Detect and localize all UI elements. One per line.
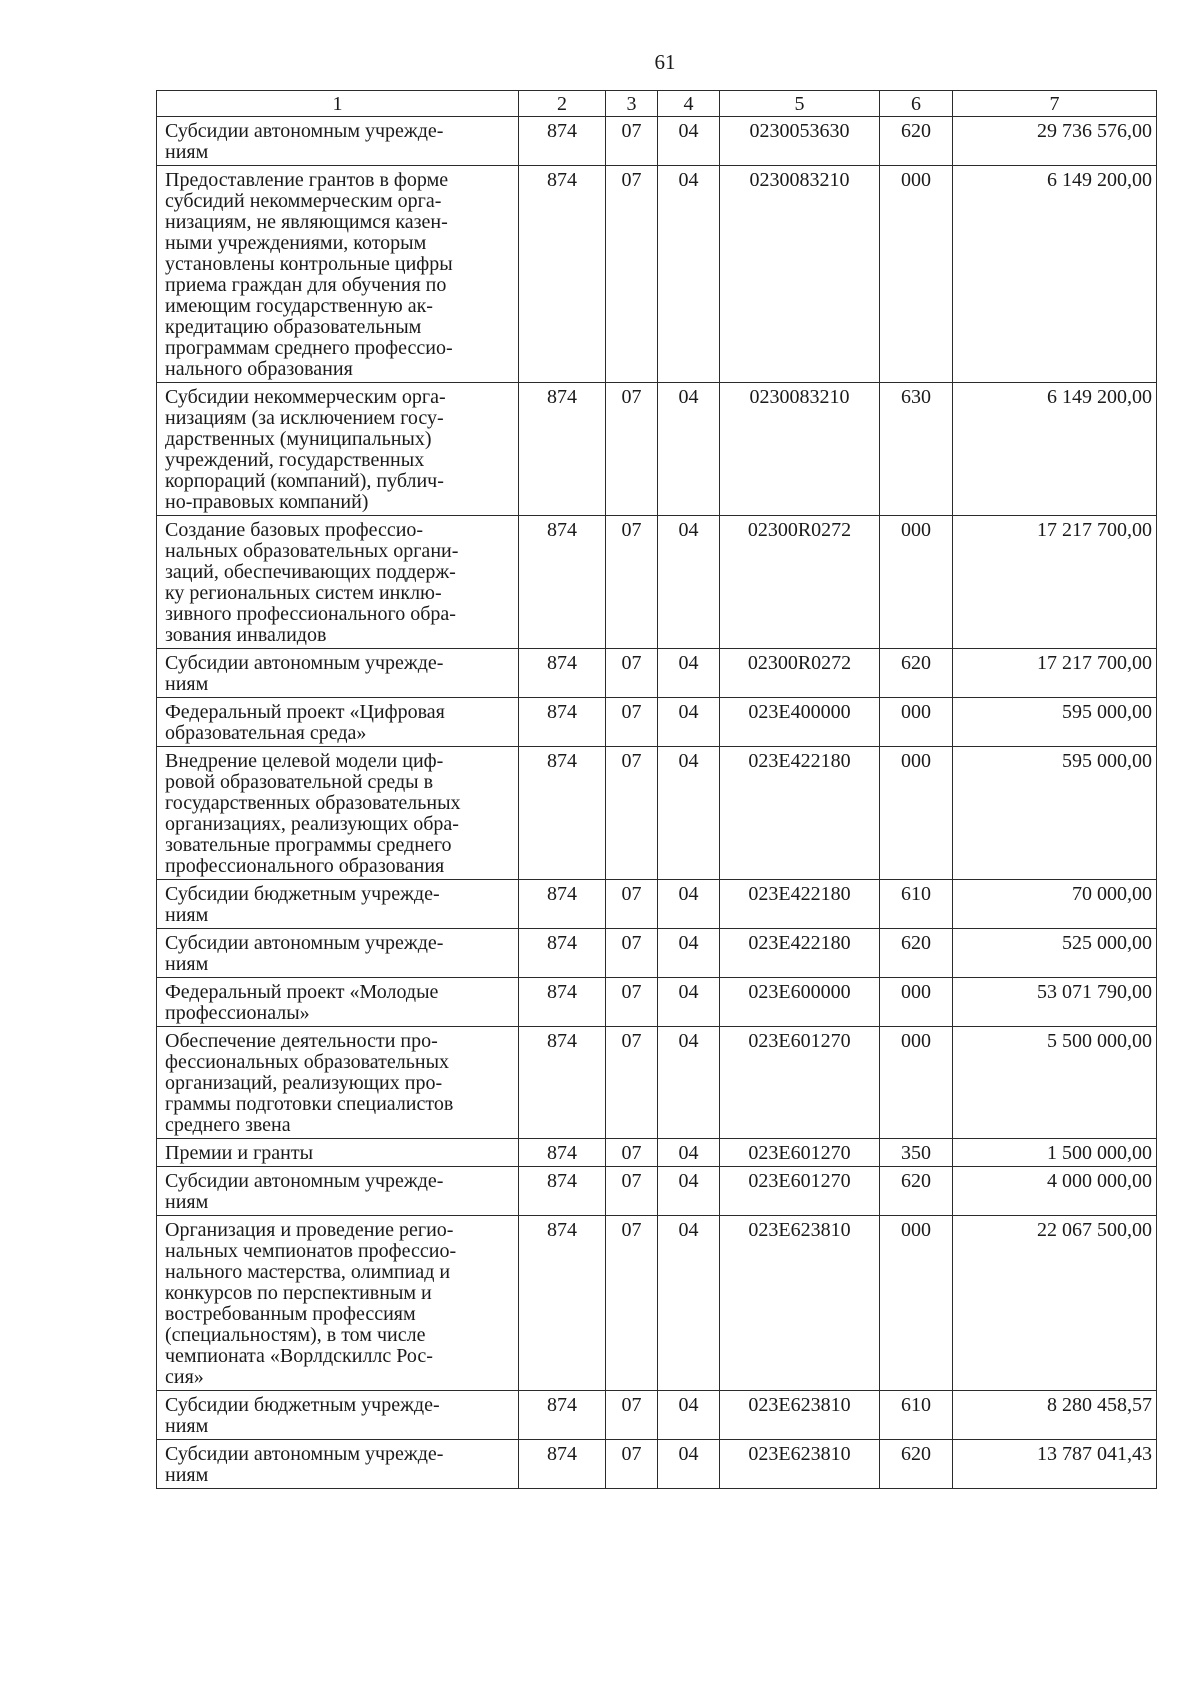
table-row [157, 1167, 1157, 1216]
budget-table [156, 90, 1157, 1489]
ministry-code-cell: 874 [519, 383, 606, 516]
item-name-cell: Субсидии автономным учрежде- ниям [157, 649, 519, 698]
ministry-code-cell: 874 [519, 880, 606, 929]
section-code-cell: 07 [606, 698, 658, 747]
expense-type-code-cell: 000 [880, 978, 953, 1027]
column-header: 6 [880, 91, 953, 117]
column-header: 2 [519, 91, 606, 117]
page-number: 61 [654, 50, 676, 74]
target-article-code-cell: 023Е623810 [720, 1216, 880, 1391]
section-code-cell: 07 [606, 166, 658, 383]
amount-cell: 29 736 576,00 [953, 117, 1157, 166]
subsection-code-cell: 04 [658, 880, 720, 929]
target-article-code-cell: 023Е400000 [720, 698, 880, 747]
ministry-code-cell: 874 [519, 117, 606, 166]
subsection-code-cell: 04 [658, 516, 720, 649]
section-code-cell: 07 [606, 978, 658, 1027]
target-article-code-cell: 0230083210 [720, 166, 880, 383]
section-code-cell: 07 [606, 117, 658, 166]
subsection-code-cell: 04 [658, 1216, 720, 1391]
table-row [157, 649, 1157, 698]
target-article-code-cell: 023Е600000 [720, 978, 880, 1027]
subsection-code-cell: 04 [658, 1391, 720, 1440]
table-row [157, 1216, 1157, 1391]
item-name-cell: Субсидии автономным учрежде- ниям [157, 1440, 519, 1489]
column-header: 5 [720, 91, 880, 117]
amount-cell: 6 149 200,00 [953, 383, 1157, 516]
column-header: 3 [606, 91, 658, 117]
amount-cell: 13 787 041,43 [953, 1440, 1157, 1489]
table-row [157, 978, 1157, 1027]
ministry-code-cell: 874 [519, 166, 606, 383]
section-code-cell: 07 [606, 1440, 658, 1489]
subsection-code-cell: 04 [658, 978, 720, 1027]
item-name-cell: Организация и проведение регио- нальных чемпионатов профессио- нального мастерства, олимпиад и конкурсов по перспективным и востребованным профессиям (специальностям), в том числе чемпионата «Ворлдскиллс Рос- сия» [157, 1216, 519, 1391]
table-row [157, 929, 1157, 978]
section-code-cell: 07 [606, 1139, 658, 1167]
amount-cell: 70 000,00 [953, 880, 1157, 929]
subsection-code-cell: 04 [658, 1440, 720, 1489]
expense-type-code-cell: 610 [880, 1391, 953, 1440]
expense-type-code-cell: 620 [880, 649, 953, 698]
target-article-code-cell: 023Е422180 [720, 747, 880, 880]
table-row [157, 117, 1157, 166]
expense-type-code-cell: 620 [880, 929, 953, 978]
target-article-code-cell: 023Е623810 [720, 1391, 880, 1440]
subsection-code-cell: 04 [658, 698, 720, 747]
amount-cell: 5 500 000,00 [953, 1027, 1157, 1139]
table-row [157, 747, 1157, 880]
expense-type-code-cell: 610 [880, 880, 953, 929]
subsection-code-cell: 04 [658, 166, 720, 383]
target-article-code-cell: 02300R0272 [720, 649, 880, 698]
subsection-code-cell: 04 [658, 649, 720, 698]
target-article-code-cell: 023Е601270 [720, 1167, 880, 1216]
section-code-cell: 07 [606, 747, 658, 880]
expense-type-code-cell: 000 [880, 1216, 953, 1391]
amount-cell: 17 217 700,00 [953, 649, 1157, 698]
ministry-code-cell: 874 [519, 1440, 606, 1489]
amount-cell: 17 217 700,00 [953, 516, 1157, 649]
item-name-cell: Субсидии некоммерческим орга- низациям (за исключением госу- дарственных (муниципальных) учреждений, государственных корпораций (компаний), публич- но-правовых компаний) [157, 383, 519, 516]
section-code-cell: 07 [606, 649, 658, 698]
item-name-cell: Премии и гранты [157, 1139, 519, 1167]
ministry-code-cell: 874 [519, 649, 606, 698]
section-code-cell: 07 [606, 1391, 658, 1440]
item-name-cell: Субсидии автономным учрежде- ниям [157, 1167, 519, 1216]
table-row [157, 516, 1157, 649]
item-name-cell: Предоставление грантов в форме субсидий некоммерческим орга- низациям, не являющимся казен- ными учреждениями, которым установлены контрольные цифры приема граждан для обучения по имеющим государственную ак- кредитацию образовательным программам среднего профессио- нального образования [157, 166, 519, 383]
table-body [157, 117, 1157, 1489]
amount-cell: 525 000,00 [953, 929, 1157, 978]
section-code-cell: 07 [606, 1027, 658, 1139]
column-header: 7 [953, 91, 1157, 117]
amount-cell: 8 280 458,57 [953, 1391, 1157, 1440]
subsection-code-cell: 04 [658, 1167, 720, 1216]
ministry-code-cell: 874 [519, 1391, 606, 1440]
item-name-cell: Обеспечение деятельности про- фессиональных образовательных организаций, реализующих про- граммы подготовки специалистов среднего звена [157, 1027, 519, 1139]
table-row [157, 880, 1157, 929]
target-article-code-cell: 0230083210 [720, 383, 880, 516]
subsection-code-cell: 04 [658, 929, 720, 978]
table-row [157, 383, 1157, 516]
target-article-code-cell: 023Е601270 [720, 1139, 880, 1167]
amount-cell: 595 000,00 [953, 698, 1157, 747]
table-row [157, 1139, 1157, 1167]
target-article-code-cell: 023Е422180 [720, 929, 880, 978]
item-name-cell: Федеральный проект «Молодые профессионалы» [157, 978, 519, 1027]
expense-type-code-cell: 000 [880, 516, 953, 649]
ministry-code-cell: 874 [519, 1139, 606, 1167]
expense-type-code-cell: 000 [880, 1027, 953, 1139]
amount-cell: 53 071 790,00 [953, 978, 1157, 1027]
ministry-code-cell: 874 [519, 1216, 606, 1391]
ministry-code-cell: 874 [519, 978, 606, 1027]
expense-type-code-cell: 350 [880, 1139, 953, 1167]
target-article-code-cell: 023Е422180 [720, 880, 880, 929]
item-name-cell: Внедрение целевой модели циф- ровой образовательной среды в государственных образовательных организациях, реализующих обра- зовательные программы среднего профессионального образования [157, 747, 519, 880]
section-code-cell: 07 [606, 929, 658, 978]
table-row [157, 1027, 1157, 1139]
ministry-code-cell: 874 [519, 747, 606, 880]
item-name-cell: Субсидии автономным учрежде- ниям [157, 117, 519, 166]
target-article-code-cell: 023Е623810 [720, 1440, 880, 1489]
target-article-code-cell: 0230053630 [720, 117, 880, 166]
expense-type-code-cell: 000 [880, 747, 953, 880]
ministry-code-cell: 874 [519, 929, 606, 978]
column-header: 1 [157, 91, 519, 117]
subsection-code-cell: 04 [658, 1027, 720, 1139]
expense-type-code-cell: 630 [880, 383, 953, 516]
section-code-cell: 07 [606, 1216, 658, 1391]
column-header: 4 [658, 91, 720, 117]
section-code-cell: 07 [606, 880, 658, 929]
ministry-code-cell: 874 [519, 698, 606, 747]
section-code-cell: 07 [606, 1167, 658, 1216]
ministry-code-cell: 874 [519, 1027, 606, 1139]
amount-cell: 6 149 200,00 [953, 166, 1157, 383]
expense-type-code-cell: 620 [880, 1167, 953, 1216]
subsection-code-cell: 04 [658, 747, 720, 880]
expense-type-code-cell: 000 [880, 166, 953, 383]
amount-cell: 4 000 000,00 [953, 1167, 1157, 1216]
expense-type-code-cell: 000 [880, 698, 953, 747]
item-name-cell: Создание базовых профессио- нальных образовательных органи- заций, обеспечивающих поддерж- ку региональных систем инклю- зивного профессионального обра- зования инвалидов [157, 516, 519, 649]
table-row [157, 698, 1157, 747]
item-name-cell: Субсидии бюджетным учрежде- ниям [157, 880, 519, 929]
table-row [157, 166, 1157, 383]
table-row [157, 1391, 1157, 1440]
expense-type-code-cell: 620 [880, 1440, 953, 1489]
item-name-cell: Федеральный проект «Цифровая образовательная среда» [157, 698, 519, 747]
amount-cell: 595 000,00 [953, 747, 1157, 880]
expense-type-code-cell: 620 [880, 117, 953, 166]
target-article-code-cell: 02300R0272 [720, 516, 880, 649]
item-name-cell: Субсидии автономным учрежде- ниям [157, 929, 519, 978]
ministry-code-cell: 874 [519, 516, 606, 649]
subsection-code-cell: 04 [658, 383, 720, 516]
table-header-row [157, 91, 1157, 117]
table-row [157, 1440, 1157, 1489]
subsection-code-cell: 04 [658, 1139, 720, 1167]
ministry-code-cell: 874 [519, 1167, 606, 1216]
amount-cell: 22 067 500,00 [953, 1216, 1157, 1391]
subsection-code-cell: 04 [658, 117, 720, 166]
section-code-cell: 07 [606, 383, 658, 516]
target-article-code-cell: 023Е601270 [720, 1027, 880, 1139]
section-code-cell: 07 [606, 516, 658, 649]
item-name-cell: Субсидии бюджетным учрежде- ниям [157, 1391, 519, 1440]
amount-cell: 1 500 000,00 [953, 1139, 1157, 1167]
